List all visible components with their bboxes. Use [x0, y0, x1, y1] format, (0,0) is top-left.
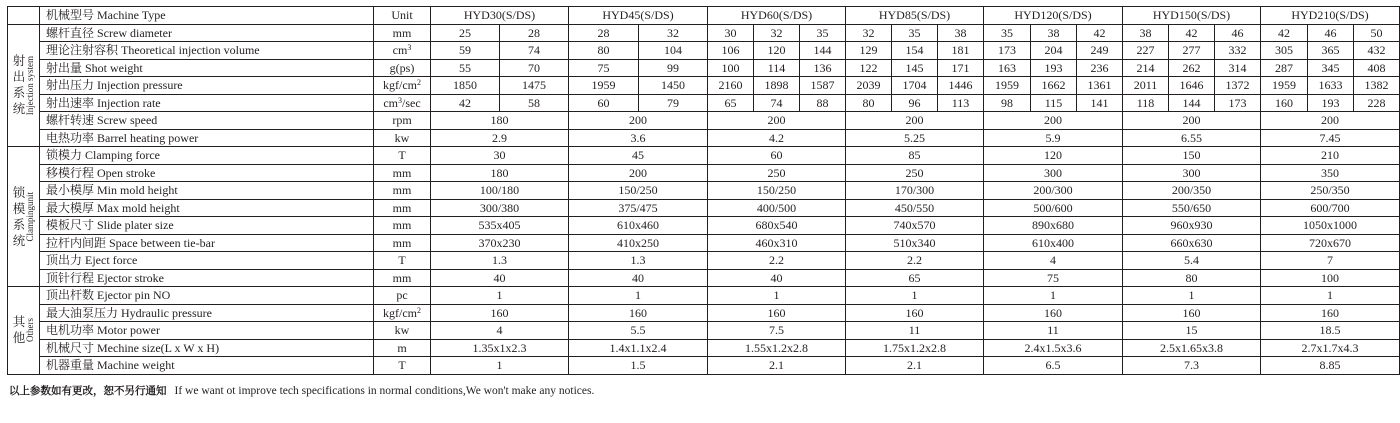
spec-unit: m [374, 339, 431, 357]
spec-value: 249 [1077, 42, 1123, 60]
spec-value: 680x540 [708, 217, 846, 235]
spec-value: 1 [1261, 287, 1400, 305]
footnote [9, 383, 594, 398]
footnote-en: If we want ot improve tech specifications in normal conditions,We won't make any notices. [174, 385, 595, 397]
spec-value: 2.5x1.65x3.8 [1123, 339, 1261, 357]
spec-value: 38 [1123, 24, 1169, 42]
spec-value: 1662 [1031, 77, 1077, 95]
spec-value: 145 [892, 59, 938, 77]
table-row [8, 287, 1400, 305]
spec-name: 理论注射容积 Theoretical injection volume [40, 42, 374, 60]
spec-value: 1.3 [569, 252, 708, 270]
spec-value: 60 [569, 94, 639, 112]
spec-name: 最小模厚 Min mold height [40, 182, 374, 200]
spec-value: 1 [569, 287, 708, 305]
spec-value: 250 [846, 164, 984, 182]
spec-value: 2.2 [846, 252, 984, 270]
spec-value: 1959 [984, 77, 1031, 95]
spec-value: 115 [1031, 94, 1077, 112]
spec-name: 模板尺寸 Slide plater size [40, 217, 374, 235]
spec-value: 200 [569, 164, 708, 182]
spec-value: 1.35x1x2.3 [431, 339, 569, 357]
spec-value: 171 [938, 59, 984, 77]
spec-name: 顶针行程 Ejector stroke [40, 269, 374, 287]
spec-value: 510x340 [846, 234, 984, 252]
group-label [8, 24, 40, 147]
spec-value: 2.9 [431, 129, 569, 147]
spec-unit: T [374, 147, 431, 165]
spec-name: 机械尺寸 Mechine size(L x W x H) [40, 339, 374, 357]
spec-value: 193 [1031, 59, 1077, 77]
spec-value: 160 [1123, 304, 1261, 322]
spec-unit: T [374, 252, 431, 270]
table-row [8, 147, 1400, 165]
spec-value: 204 [1031, 42, 1077, 60]
spec-value: 160 [1261, 304, 1400, 322]
spec-value: 2039 [846, 77, 892, 95]
spec-value: 720x670 [1261, 234, 1400, 252]
spec-value: 4.2 [708, 129, 846, 147]
spec-value: 38 [938, 24, 984, 42]
table-row [8, 77, 1400, 95]
spec-value: 40 [431, 269, 569, 287]
spec-value: 200 [984, 112, 1123, 130]
spec-value: 25 [431, 24, 500, 42]
table-row [8, 322, 1400, 340]
spec-value: 960x930 [1123, 217, 1261, 235]
group-label-en: Others [24, 318, 35, 343]
spec-value: 2.2 [708, 252, 846, 270]
spec-value: 120 [754, 42, 800, 60]
spec-value: 305 [1261, 42, 1308, 60]
spec-value: 106 [708, 42, 754, 60]
spec-unit: pc [374, 287, 431, 305]
spec-value: 408 [1354, 59, 1400, 77]
table-row [8, 94, 1400, 112]
model-header-hyd30: HYD30(S/DS) [431, 7, 569, 25]
table-row [8, 59, 1400, 77]
spec-value: 1850 [431, 77, 500, 95]
spec-value: 600/700 [1261, 199, 1400, 217]
spec-name: 螺杆转速 Screw speed [40, 112, 374, 130]
spec-value: 11 [846, 322, 984, 340]
header-row [8, 7, 1400, 25]
spec-value: 277 [1169, 42, 1215, 60]
spec-value: 500/600 [984, 199, 1123, 217]
spec-value: 181 [938, 42, 984, 60]
group-label [8, 287, 40, 375]
spec-unit: $cm^3$ [374, 42, 431, 60]
spec-value: 40 [708, 269, 846, 287]
spec-value: 104 [639, 42, 708, 60]
spec-value: 660x630 [1123, 234, 1261, 252]
spec-value: 2.7x1.7x4.3 [1261, 339, 1400, 357]
spec-value: 113 [938, 94, 984, 112]
spec-value: 2011 [1123, 77, 1169, 95]
spec-value: 80 [569, 42, 639, 60]
spec-value: 250/350 [1261, 182, 1400, 200]
spec-value: 32 [639, 24, 708, 42]
spec-unit: mm [374, 199, 431, 217]
table-row [8, 42, 1400, 60]
spec-value: 200 [569, 112, 708, 130]
spec-value: 98 [984, 94, 1031, 112]
spec-value: 200 [1123, 112, 1261, 130]
spec-name: 拉杆内间距 Space between tie-bar [40, 234, 374, 252]
spec-value: 2160 [708, 77, 754, 95]
spec-value: 450/550 [846, 199, 984, 217]
group-label-cn: 其他 [12, 315, 26, 346]
spec-value: 7.45 [1261, 129, 1400, 147]
spec-value: 59 [431, 42, 500, 60]
spec-value: 193 [1308, 94, 1354, 112]
spec-value: 150/250 [708, 182, 846, 200]
spec-value: 228 [1354, 94, 1400, 112]
spec-unit: $cm^3/\sec$ [374, 94, 431, 112]
spec-value: 114 [754, 59, 800, 77]
spec-unit: g(ps) [374, 59, 431, 77]
spec-value: 375/475 [569, 199, 708, 217]
spec-value: 170/300 [846, 182, 984, 200]
spec-value: 2.1 [846, 357, 984, 375]
spec-value: 1.5 [569, 357, 708, 375]
spec-value: 42 [1169, 24, 1215, 42]
spec-value: 460x310 [708, 234, 846, 252]
table-row [8, 252, 1400, 270]
group-label-cn: 锁模系统 [12, 185, 26, 248]
spec-value: 1.55x1.2x2.8 [708, 339, 846, 357]
spec-value: 35 [892, 24, 938, 42]
spec-value: 227 [1123, 42, 1169, 60]
header-unit: Unit [374, 7, 431, 25]
spec-value: 1475 [500, 77, 569, 95]
spec-value: 100 [708, 59, 754, 77]
spec-value: 200 [846, 112, 984, 130]
spec-value: 890x680 [984, 217, 1123, 235]
header-blank [8, 7, 40, 25]
spec-value: 200/350 [1123, 182, 1261, 200]
spec-name: 螺杆直径 Screw diameter [40, 24, 374, 42]
spec-value: 7.5 [708, 322, 846, 340]
spec-name: 电热功率 Barrel heating power [40, 129, 374, 147]
spec-value: 173 [1215, 94, 1261, 112]
spec-value: 1959 [569, 77, 639, 95]
spec-value: 1.75x1.2x2.8 [846, 339, 984, 357]
spec-value: 60 [708, 147, 846, 165]
spec-value: 1 [984, 287, 1123, 305]
spec-unit: mm [374, 269, 431, 287]
spec-value: 65 [708, 94, 754, 112]
spec-value: 1898 [754, 77, 800, 95]
spec-value: 262 [1169, 59, 1215, 77]
spec-value: 5.4 [1123, 252, 1261, 270]
spec-value: 550/650 [1123, 199, 1261, 217]
spec-value: 6.5 [984, 357, 1123, 375]
table-row [8, 304, 1400, 322]
table-row [8, 199, 1400, 217]
table-row [8, 357, 1400, 375]
spec-value: 200/300 [984, 182, 1123, 200]
spec-value: 122 [846, 59, 892, 77]
spec-unit: mm [374, 234, 431, 252]
spec-unit: rpm [374, 112, 431, 130]
spec-value: 154 [892, 42, 938, 60]
spec-value: 11 [984, 322, 1123, 340]
spec-value: 4 [431, 322, 569, 340]
spec-value: 30 [431, 147, 569, 165]
spec-value: 1361 [1077, 77, 1123, 95]
header-machine-type: 机械型号 Machine Type [40, 7, 374, 25]
spec-value: 1446 [938, 77, 984, 95]
spec-value: 6.55 [1123, 129, 1261, 147]
spec-value: 2.4x1.5x3.6 [984, 339, 1123, 357]
spec-value: 160 [431, 304, 569, 322]
spec-value: 75 [984, 269, 1123, 287]
spec-value: 35 [984, 24, 1031, 42]
table-row [8, 234, 1400, 252]
spec-value: 120 [984, 147, 1123, 165]
spec-value: 1382 [1354, 77, 1400, 95]
spec-value: 100 [1261, 269, 1400, 287]
spec-value: 1 [431, 357, 569, 375]
spec-value: 99 [639, 59, 708, 77]
spec-name: 射出速率 Injection rate [40, 94, 374, 112]
spec-table [7, 6, 1400, 375]
spec-unit: kgf/$cm^2$ [374, 304, 431, 322]
spec-value: 74 [754, 94, 800, 112]
spec-value: 400/500 [708, 199, 846, 217]
spec-unit: kw [374, 129, 431, 147]
spec-value: 80 [846, 94, 892, 112]
spec-value: 28 [569, 24, 639, 42]
spec-value: 7.3 [1123, 357, 1261, 375]
spec-value: 160 [846, 304, 984, 322]
spec-value: 332 [1215, 42, 1261, 60]
group-label [8, 147, 40, 287]
spec-value: 1587 [800, 77, 846, 95]
spec-name: 射出量 Shot weight [40, 59, 374, 77]
spec-value: 35 [800, 24, 846, 42]
table-row [8, 269, 1400, 287]
spec-value: 150 [1123, 147, 1261, 165]
spec-value: 214 [1123, 59, 1169, 77]
spec-value: 300 [1123, 164, 1261, 182]
spec-unit: mm [374, 182, 431, 200]
spec-value: 300 [984, 164, 1123, 182]
spec-value: 70 [500, 59, 569, 77]
spec-value: 32 [846, 24, 892, 42]
spec-value: 129 [846, 42, 892, 60]
spec-value: 32 [754, 24, 800, 42]
spec-name: 顶出杆数 Ejector pin NO [40, 287, 374, 305]
spec-name: 射出压力 Injection pressure [40, 77, 374, 95]
spec-unit: mm [374, 164, 431, 182]
spec-name: 电机功率 Motor power [40, 322, 374, 340]
spec-value: 160 [569, 304, 708, 322]
table-row [8, 182, 1400, 200]
spec-value: 1 [1123, 287, 1261, 305]
spec-value: 1 [846, 287, 984, 305]
table-row [8, 217, 1400, 235]
spec-value: 180 [431, 164, 569, 182]
spec-value: 58 [500, 94, 569, 112]
spec-value: 1.4x1.1x2.4 [569, 339, 708, 357]
model-header-hyd85: HYD85(S/DS) [846, 7, 984, 25]
spec-name: 锁模力 Clamping force [40, 147, 374, 165]
spec-value: 85 [846, 147, 984, 165]
spec-value: 287 [1261, 59, 1308, 77]
spec-value: 80 [1123, 269, 1261, 287]
spec-value: 236 [1077, 59, 1123, 77]
spec-value: 42 [431, 94, 500, 112]
model-header-hyd45: HYD45(S/DS) [569, 7, 708, 25]
spec-value: 150/250 [569, 182, 708, 200]
spec-value: 1633 [1308, 77, 1354, 95]
spec-value: 1704 [892, 77, 938, 95]
spec-value: 345 [1308, 59, 1354, 77]
spec-value: 300/380 [431, 199, 569, 217]
model-header-hyd60: HYD60(S/DS) [708, 7, 846, 25]
spec-value: 18.5 [1261, 322, 1400, 340]
spec-value: 535x405 [431, 217, 569, 235]
spec-value: 50 [1354, 24, 1400, 42]
spec-value: 1450 [639, 77, 708, 95]
table-row [8, 129, 1400, 147]
spec-value: 65 [846, 269, 984, 287]
spec-value: 38 [1031, 24, 1077, 42]
spec-value: 314 [1215, 59, 1261, 77]
table-row [8, 164, 1400, 182]
spec-value: 173 [984, 42, 1031, 60]
spec-name: 最大油泵压力 Hydraulic pressure [40, 304, 374, 322]
spec-value: 88 [800, 94, 846, 112]
spec-value: 200 [708, 112, 846, 130]
spec-value: 141 [1077, 94, 1123, 112]
spec-value: 365 [1308, 42, 1354, 60]
spec-value: 46 [1308, 24, 1354, 42]
spec-value: 1 [431, 287, 569, 305]
spec-name: 机器重量 Machine weight [40, 357, 374, 375]
spec-value: 46 [1215, 24, 1261, 42]
spec-value: 610x400 [984, 234, 1123, 252]
spec-value: 1372 [1215, 77, 1261, 95]
spec-value: 15 [1123, 322, 1261, 340]
spec-value: 100/180 [431, 182, 569, 200]
spec-value: 30 [708, 24, 754, 42]
spec-value: 2.1 [708, 357, 846, 375]
spec-value: 370x230 [431, 234, 569, 252]
spec-value: 42 [1261, 24, 1308, 42]
spec-value: 40 [569, 269, 708, 287]
footnote-cn: 以上参数如有更改，恕不另行通知 [9, 385, 167, 397]
spec-value: 350 [1261, 164, 1400, 182]
spec-value: 96 [892, 94, 938, 112]
spec-value: 74 [500, 42, 569, 60]
spec-value: 1.3 [431, 252, 569, 270]
spec-value: 1646 [1169, 77, 1215, 95]
group-label-en: Injection system [24, 55, 35, 115]
spec-value: 210 [1261, 147, 1400, 165]
model-header-hyd120: HYD120(S/DS) [984, 7, 1123, 25]
spec-value: 144 [800, 42, 846, 60]
spec-value: 7 [1261, 252, 1400, 270]
spec-value: 3.6 [569, 129, 708, 147]
spec-value: 28 [500, 24, 569, 42]
spec-value: 118 [1123, 94, 1169, 112]
spec-value: 1 [708, 287, 846, 305]
model-header-hyd150: HYD150(S/DS) [1123, 7, 1261, 25]
spec-value: 42 [1077, 24, 1123, 42]
spec-value: 160 [1261, 94, 1308, 112]
spec-value: 5.25 [846, 129, 984, 147]
spec-value: 250 [708, 164, 846, 182]
spec-value: 5.5 [569, 322, 708, 340]
spec-value: 163 [984, 59, 1031, 77]
spec-unit: T [374, 357, 431, 375]
spec-value: 79 [639, 94, 708, 112]
spec-value: 144 [1169, 94, 1215, 112]
table-row [8, 339, 1400, 357]
spec-value: 75 [569, 59, 639, 77]
spec-value: 45 [569, 147, 708, 165]
group-label-en: Clampingunit [24, 191, 35, 242]
spec-unit: kgf/$cm^2$ [374, 77, 431, 95]
spec-value: 1959 [1261, 77, 1308, 95]
spec-value: 1050x1000 [1261, 217, 1400, 235]
spec-value: 180 [431, 112, 569, 130]
spec-value: 410x250 [569, 234, 708, 252]
spec-unit: mm [374, 217, 431, 235]
spec-value: 160 [708, 304, 846, 322]
spec-value: 740x570 [846, 217, 984, 235]
spec-value: 432 [1354, 42, 1400, 60]
spec-name: 移模行程 Open stroke [40, 164, 374, 182]
spec-value: 8.85 [1261, 357, 1400, 375]
spec-unit: mm [374, 24, 431, 42]
spec-value: 200 [1261, 112, 1400, 130]
table-row [8, 112, 1400, 130]
spec-value: 55 [431, 59, 500, 77]
table-row [8, 24, 1400, 42]
spec-unit: kw [374, 322, 431, 340]
spec-value: 610x460 [569, 217, 708, 235]
spec-value: 136 [800, 59, 846, 77]
spec-name: 顶出力 Eject force [40, 252, 374, 270]
group-label-cn: 射出系统 [12, 54, 26, 117]
spec-value: 160 [984, 304, 1123, 322]
spec-value: 4 [984, 252, 1123, 270]
model-header-hyd210: HYD210(S/DS) [1261, 7, 1400, 25]
spec-name: 最大模厚 Max mold height [40, 199, 374, 217]
spec-value: 5.9 [984, 129, 1123, 147]
